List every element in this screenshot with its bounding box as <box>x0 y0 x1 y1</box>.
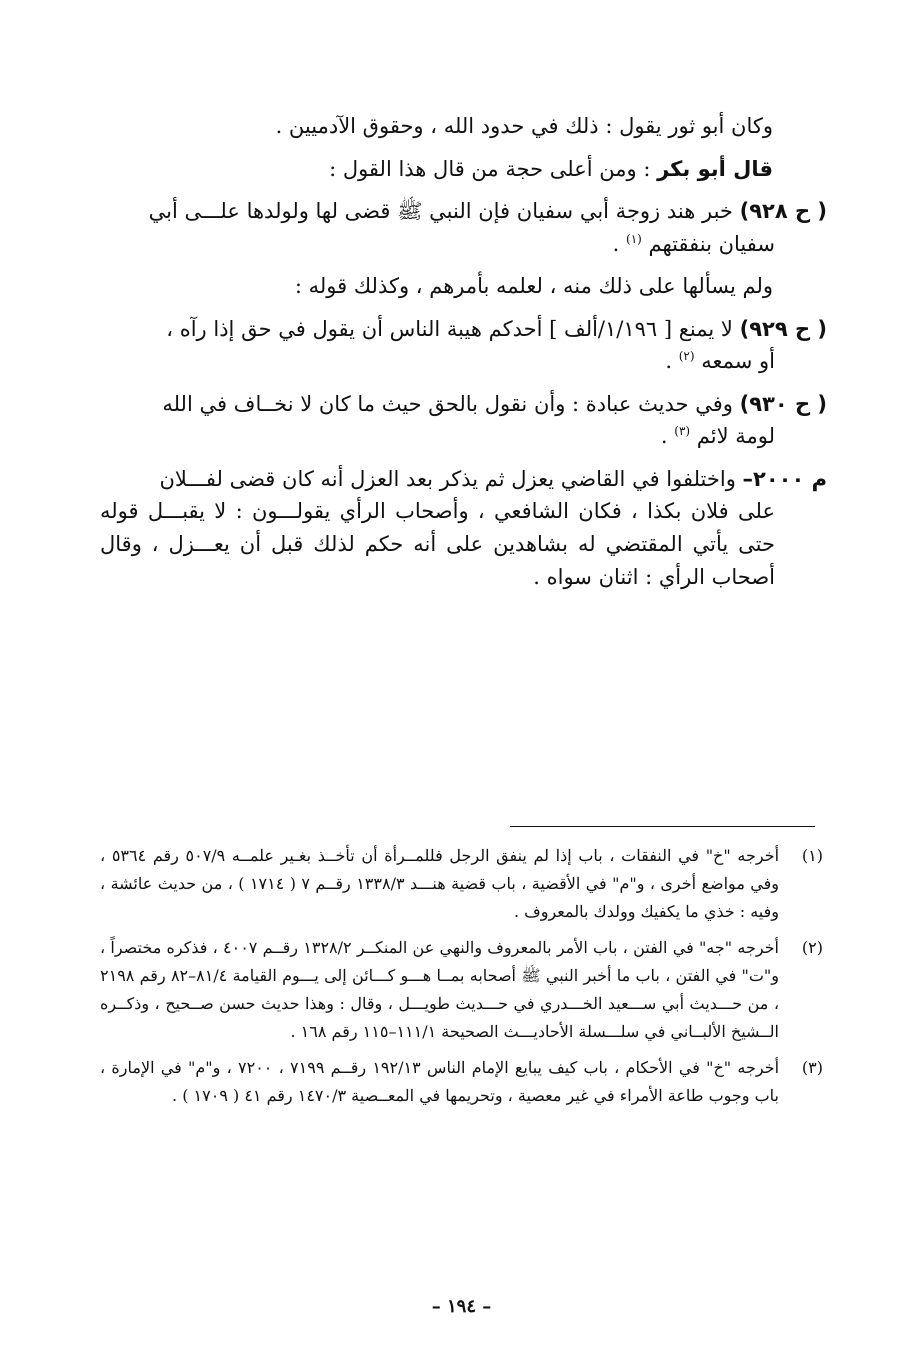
footnote-3 <box>100 1054 823 1110</box>
footnote-2 <box>100 934 823 1046</box>
footnote-3-number: (٣) <box>801 1058 823 1077</box>
abu-bakr-text: : ومن أعلى حجة من قال هذا القول : <box>329 156 658 181</box>
footnote-ref-2: (٢) <box>678 349 695 364</box>
abu-thawr-text: وكان أبو ثور يقول : ذلك في حدود الله ، وحقوق الآدميين . <box>275 114 773 138</box>
footnote-1 <box>100 842 823 926</box>
hadith-930 <box>100 388 827 453</box>
masala-2000 <box>100 463 827 593</box>
footnote-ref-3: (٣) <box>674 424 691 439</box>
page-number: – ١٩٤ – <box>431 1296 492 1317</box>
footnote-separator <box>510 826 815 827</box>
paragraph-abu-thawr <box>100 110 773 143</box>
footnote-3-text: أخرجه "خ" في الأحكام ، باب كيف يبايع الإمام الناس ١٩٢/١٣ رقــم ٧١٩٩ ، ٧٢٠٠ ، و"م" في الإمارة ، باب وجوب طاعة الأمراء في غير معصية ، وتحريمها في المعــصية ١٤٧٠/٣ رقم ٤١ ( ١٧٠٩ ) . <box>100 1058 780 1105</box>
hadith-929-text: لا يمنع [ ١/١٩٦/ألف ] أحدكم هيبة الناس أن يقول في حق إذا رآه ، <box>166 316 740 341</box>
abu-bakr-heading: قال أبو بكر <box>657 156 773 181</box>
hadith-928 <box>100 195 827 260</box>
footnotes <box>100 842 823 1118</box>
footnote-2-text: أخرجه "جه" في الفتن ، باب الأمر بالمعروف والنهي عن المنكــر ١٣٢٨/٢ رقــم ٤٠٠٧ ، فذكره مختصراً ، و"ت" في الفتن ، باب ما أخبر النبي ﷺ أصحابه بمــا هـــو كـــائن إلى يـــوم القيامة ٨١/٤–٨٢ رقم ٢١٩٨ ، من حـــديث أبي ســـعيد الخـــدري في حـــديث طويـــل ، وقال : وهذا حديث حسن صــحيح ، وذكــره الــشيخ الألبــاني في سلـــسلة الأحاديـــث الصحيحة ١١١/١–١١٥ رقم ١٦٨ . <box>100 938 780 1041</box>
masala-2000-continuation: على فلان بكذا ، فكان الشافعي ، وأصحاب الرأي يقولـــون : لا يقبـــل قوله حتى يأتي المقتضي له بشاهدين على أنه حكم لذلك قبل أن يعـــزل ، وقال أصحاب الرأي : اثنان سواه . <box>100 499 775 589</box>
lam-yasalha-text: ولم يسألها على ذلك منه ، لعلمه بأمرهم ، وكذلك قوله : <box>294 274 773 299</box>
footnote-1-number: (١) <box>801 846 823 865</box>
hadith-928-continuation: سفيان بنفقتهم $^{(١)}$ . <box>612 231 775 256</box>
hadith-930-marker: ( ح ٩٣٠) <box>739 391 827 416</box>
footnote-1-text: أخرجه "خ" في النفقات ، باب إذا لم ينفق الرجل فللمــرأة أن تأخــذ بغـير علمــه ٥٠٧/٩ رقم ٥٣٦٤ ، وفي مواضع أخرى ، و"م" في الأقضية ، باب قضية هنـــد ١٣٣٨/٣ رقــم ٧ ( ١٧١٤ ) ، من حديث عائشة ، وفيه : خذي ما يكفيك وولدك بالمعروف . <box>100 846 780 921</box>
hadith-928-marker: ( ح ٩٢٨) <box>739 199 827 224</box>
hadith-929 <box>100 313 827 378</box>
footnote-2-number: (٢) <box>801 938 823 957</box>
main-text <box>100 110 827 603</box>
hadith-928-text: خبر هند زوجة أبي سفيان فإن النبي ﷺ قضى لها ولولدها علـــى أبي <box>148 199 740 224</box>
paragraph-lam-yasalha <box>100 270 773 303</box>
masala-2000-text: واختلفوا في القاضي يعزل ثم يذكر بعد العزل أنه كان قضى لفـــلان <box>159 466 743 491</box>
hadith-930-text: وفي حديث عبادة : وأن نقول بالحق حيث ما كان لا نخــاف في الله <box>162 391 740 416</box>
footnote-ref-1: (١) <box>626 231 642 246</box>
hadith-930-continuation: لومة لائم $^{(٣)}$ . <box>660 424 775 449</box>
masala-2000-marker: م ٢٠٠٠– <box>742 466 827 491</box>
hadith-929-continuation: أو سمعه $^{(٢)}$ . <box>665 349 775 374</box>
hadith-929-marker: ( ح ٩٢٩) <box>739 316 827 341</box>
paragraph-qala-abu-bakr <box>100 153 773 186</box>
